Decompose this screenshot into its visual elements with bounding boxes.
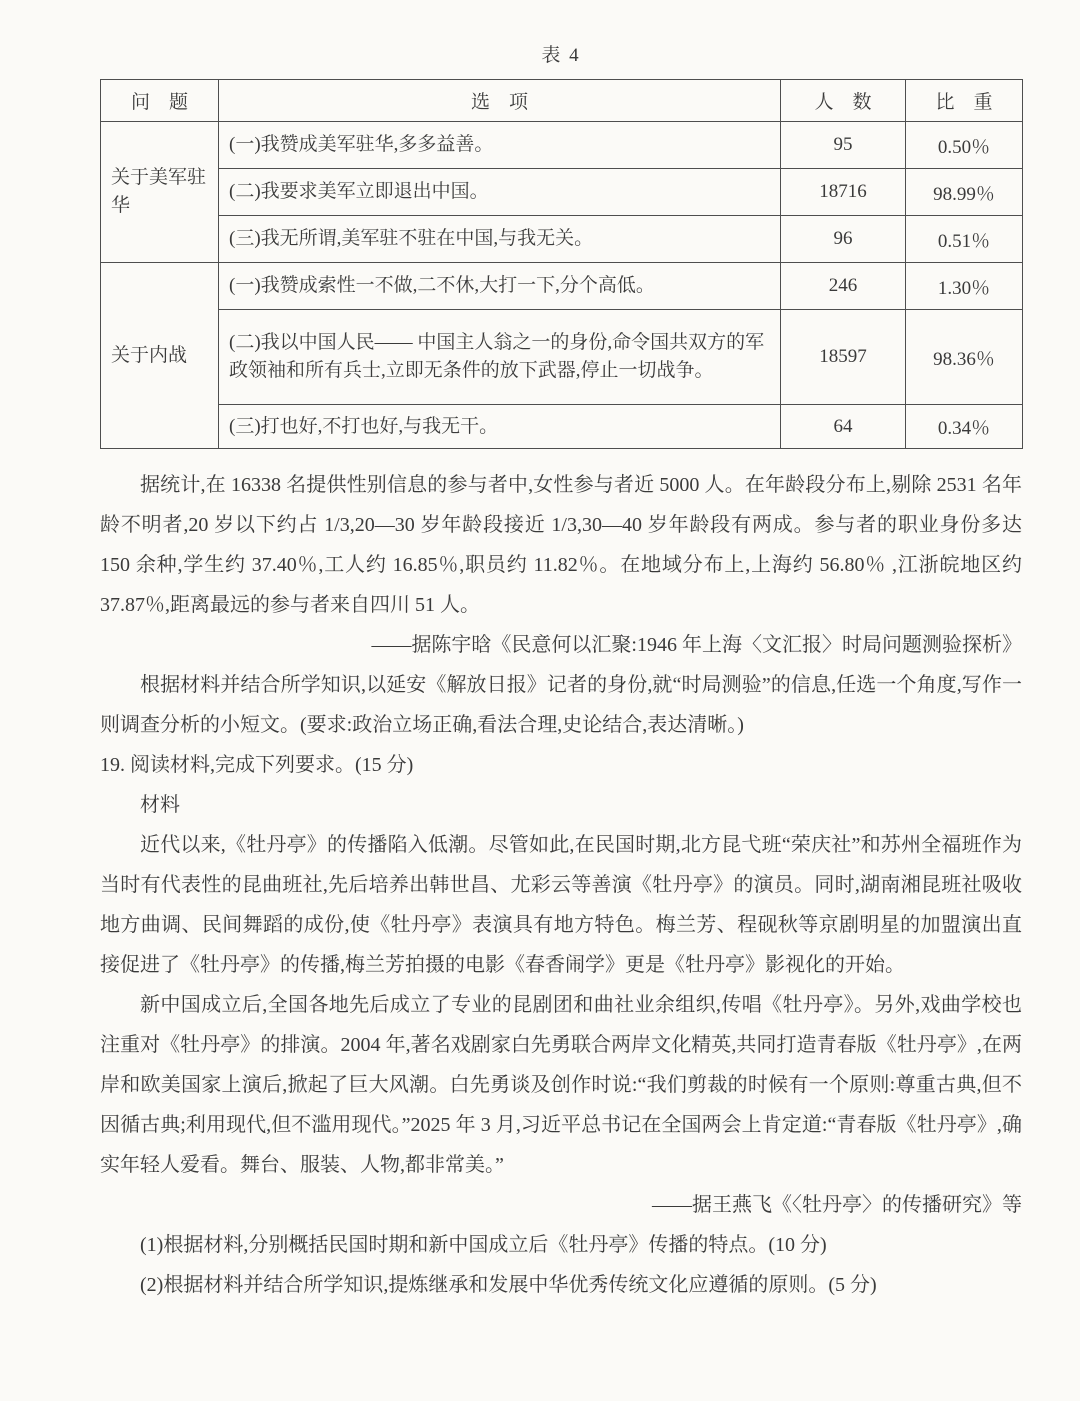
table-header-row <box>101 80 1023 122</box>
question-19-heading: 19. 阅读材料,完成下列要求。(15 分) <box>100 754 414 776</box>
option-cell: (三)打也好,不打也好,与我无干。 <box>219 405 781 449</box>
col-header-option: 选 项 <box>219 80 781 122</box>
option-cell: (三)我无所谓,美军驻不驻在中国,与我无关。 <box>219 216 781 263</box>
source-citation-2: ——据王燕飞《〈牡丹亭〉的传播研究》等 <box>652 1194 1022 1216</box>
option-cell: (一)我赞成美军驻华,多多益善。 <box>219 122 781 169</box>
ratio-cell: 98.36％ <box>906 310 1023 405</box>
ratio-cell: 0.50％ <box>906 122 1023 169</box>
count-cell: 18597 <box>781 310 906 405</box>
col-header-ratio: 比 重 <box>906 80 1023 122</box>
task-paragraph: 根据材料并结合所学知识,以延安《解放日报》记者的身份,就“时局测验”的信息,任选一个角度,写作一则调查分析的小短文。(要求:政治立场正确,看法合理,史论结合,表达清晰。) <box>100 674 1022 736</box>
ratio-cell: 0.34％ <box>906 405 1023 449</box>
subquestion-1: (1)根据材料,分别概括民国时期和新中国成立后《牡丹亭》传播的特点。(10 分) <box>140 1234 827 1256</box>
stats-paragraph: 据统计,在 16338 名提供性别信息的参与者中,女性参与者近 5000 人。在年龄段分布上,剔除 2531 名年龄不明者,20 岁以下约占 1/3,20—30 岁年龄段接近 1/3,30—40 岁年龄段有两成。参与者的职业身份多达 150 余种,学生约 37.40％,工人约 16.85％,职员约 11.82％。在地域分布上,上海约 56.80％ ,江浙皖地区约 37.87％,距离最远的参与者来自四川 51 人。 <box>100 474 1022 616</box>
table-row <box>101 216 1023 263</box>
col-header-question: 问 题 <box>101 80 219 122</box>
count-cell: 64 <box>781 405 906 449</box>
survey-table <box>100 79 1023 449</box>
count-cell: 246 <box>781 263 906 310</box>
option-cell: (二)我以中国人民—— 中国主人翁之一的身份,命令国共双方的军政领袖和所有兵士,立即无条件的放下武器,停止一切战争。 <box>219 310 781 405</box>
material-paragraph-2: 新中国成立后,全国各地先后成立了专业的昆剧团和曲社业余组织,传唱《牡丹亭》。另外,戏曲学校也注重对《牡丹亭》的排演。2004 年,著名戏剧家白先勇联合两岸文化精英,共同打造青春版《牡丹亭》,在两岸和欧美国家上演后,掀起了巨大风潮。白先勇谈及创作时说:“我们剪裁的时候有一个原则:尊重古典,但不因循古典;利用现代,但不滥用现代。”2025 年 3 月,习近平总书记在全国两会上肯定道:“青春版《牡丹亭》,确实年轻人爱看。舞台、服装、人物,都非常美。” <box>100 994 1022 1176</box>
option-cell: (一)我赞成索性一不做,二不休,大打一下,分个高低。 <box>219 263 781 310</box>
source-citation-1: ——据陈宇晗《民意何以汇聚:1946 年上海〈文汇报〉时局问题测验探析》 <box>371 634 1022 656</box>
table-row <box>101 405 1023 449</box>
table-row <box>101 263 1023 310</box>
ratio-cell: 0.51％ <box>906 216 1023 263</box>
material-label: 材料 <box>140 794 180 816</box>
table-row <box>101 310 1023 405</box>
question-group-label: 关于内战 <box>101 263 219 449</box>
table-row <box>101 122 1023 169</box>
count-cell: 18716 <box>781 169 906 216</box>
option-cell: (二)我要求美军立即退出中国。 <box>219 169 781 216</box>
count-cell: 95 <box>781 122 906 169</box>
body-text <box>100 465 1022 1305</box>
table-row <box>101 169 1023 216</box>
col-header-count: 人 数 <box>781 80 906 122</box>
count-cell: 96 <box>781 216 906 263</box>
table-caption: 表 4 <box>541 45 581 66</box>
question-group-label: 关于美军驻华 <box>101 122 219 263</box>
ratio-cell: 1.30％ <box>906 263 1023 310</box>
ratio-cell: 98.99％ <box>906 169 1023 216</box>
material-paragraph-1: 近代以来,《牡丹亭》的传播陷入低潮。尽管如此,在民国时期,北方昆弋班“荣庆社”和苏州全福班作为当时有代表性的昆曲班社,先后培养出韩世昌、尤彩云等善演《牡丹亭》的演员。同时,湖南湘昆班社吸收地方曲调、民间舞蹈的成份,使《牡丹亭》表演具有地方特色。梅兰芳、程砚秋等京剧明星的加盟演出直接促进了《牡丹亭》的传播,梅兰芳拍摄的电影《春香闹学》更是《牡丹亭》影视化的开始。 <box>100 834 1022 976</box>
subquestion-2: (2)根据材料并结合所学知识,提炼继承和发展中华优秀传统文化应遵循的原则。(5 分) <box>140 1274 877 1296</box>
